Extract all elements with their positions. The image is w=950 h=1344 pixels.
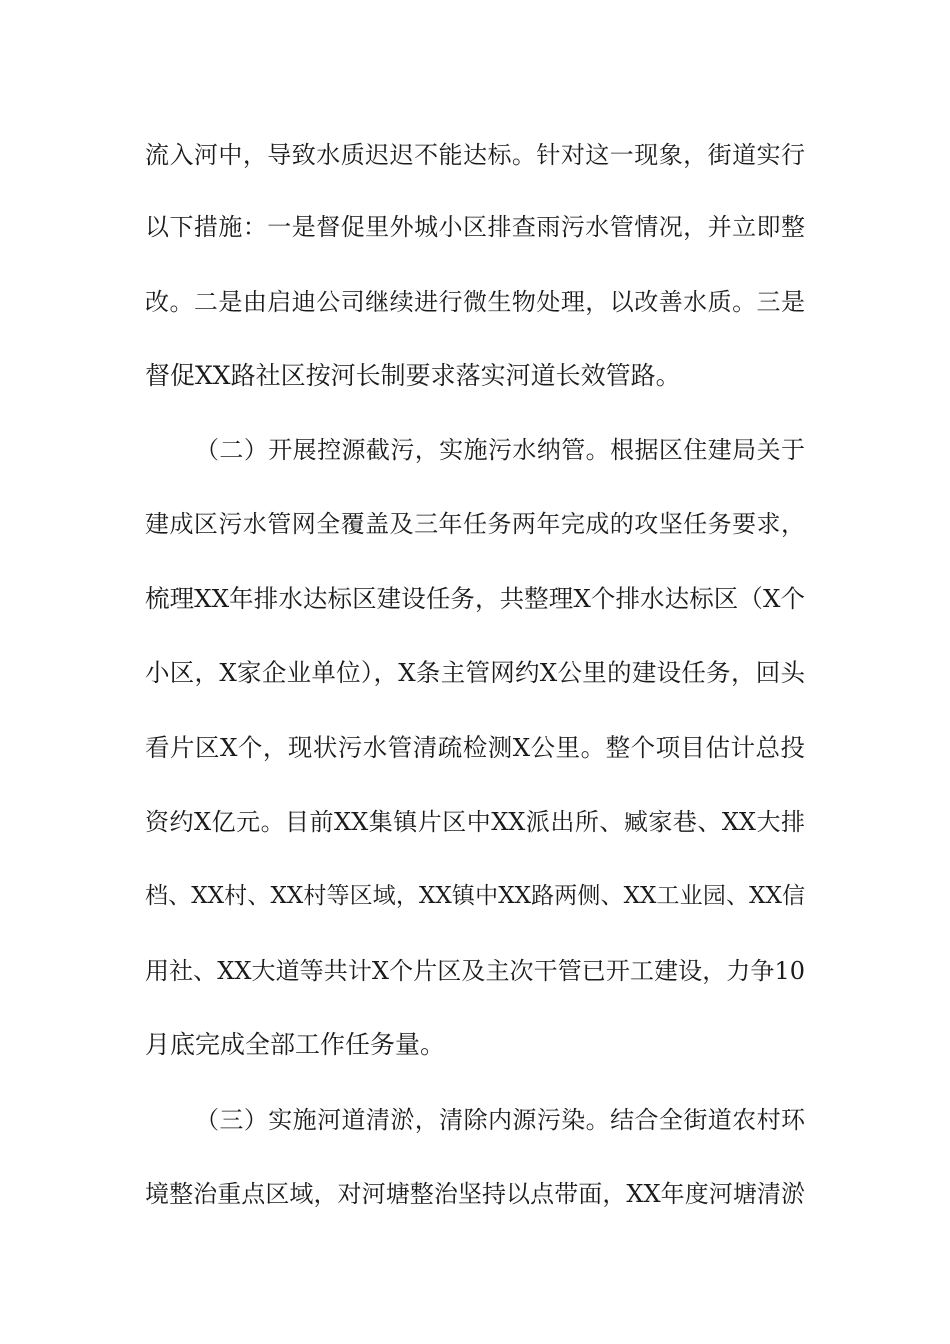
text-line: 用社、XX大道等共计X个片区及主次干管已开工建设，力争10 bbox=[145, 957, 805, 985]
text-line: 看片区X个，现状污水管清疏检测X公里。整个项目估计总投 bbox=[145, 733, 805, 762]
text-line: 境整治重点区域，对河塘整治坚持以点带面，XX年度河塘清淤 bbox=[145, 1180, 805, 1208]
text-line: 建成区污水管网全覆盖及三年任务两年完成的攻坚任务要求， bbox=[145, 510, 805, 538]
text-line: 以下措施：一是督促里外城小区排查雨污水管情况，并立即整 bbox=[145, 213, 805, 241]
section-heading-line: （二）开展控源截污，实施污水纳管。根据区住建局关于 bbox=[195, 436, 805, 464]
text-line: 资约X亿元。目前XX集镇片区中XX派出所、臧家巷、XX大排 bbox=[145, 808, 805, 836]
text-line: 档、XX村、XX村等区域，XX镇中XX路两侧、XX工业园、XX信 bbox=[145, 883, 805, 909]
text-line: 梳理XX年排水达标区建设任务，共整理X个排水达标区（X个 bbox=[145, 584, 805, 613]
section-heading-line: （三）实施河道清淤，清除内源污染。结合全街道农村环 bbox=[195, 1106, 805, 1134]
text-line: 流入河中，导致水质迟迟不能达标。针对这一现象，街道实行 bbox=[145, 141, 805, 169]
text-line: 督促XX路社区按河长制要求落实河道长效管路。 bbox=[145, 361, 681, 390]
text-line: 改。二是由启迪公司继续进行微生物处理，以改善水质。三是 bbox=[145, 288, 805, 316]
text-line: 小区，X家企业单位），X条主管网约X公里的建设任务，回头 bbox=[145, 658, 805, 687]
text-line: 月底完成全部工作任务量。 bbox=[145, 1030, 446, 1059]
